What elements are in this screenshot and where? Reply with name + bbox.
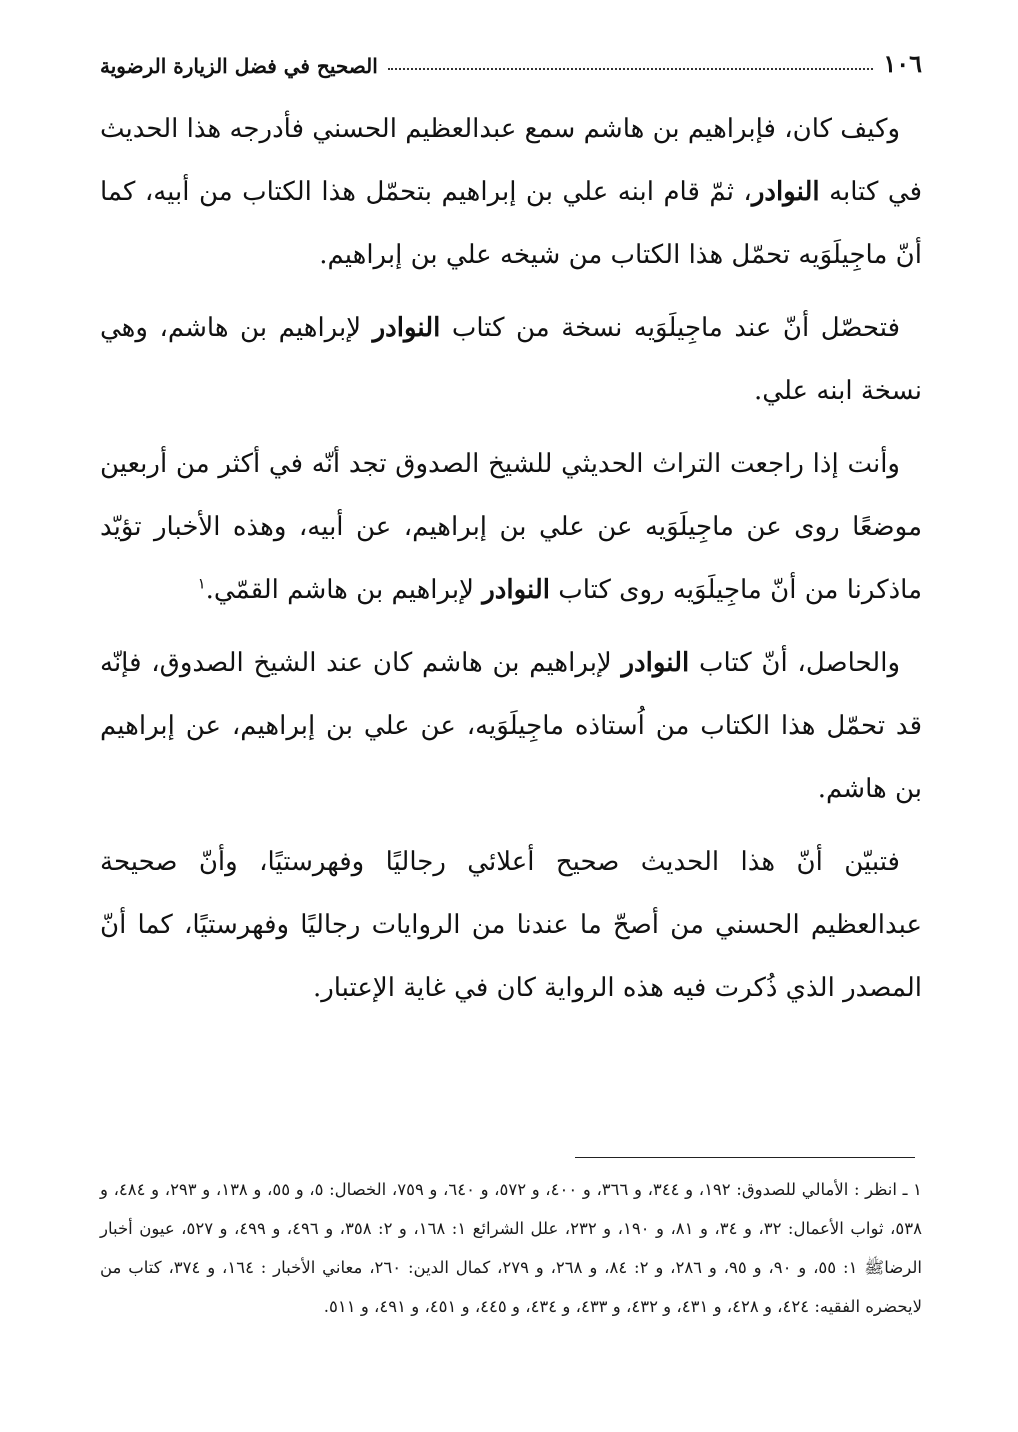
footnote-text: ١ ـ انظر : الأمالي للصدوق: ١٩٢، و ٣٤٤، و ٣٦٦، و ٤٠٠، و ٥٧٢، و ٦٤٠، و ٧٥٩، الخصال: ٥، و ٥٥، و ١٣٨، و ٢٩٣، و ٤٨٤، و ٥٣٨، ثواب الأعمال: ٣٢، و ٣٤، و ٨١، و ١٩٠، و ٢٣٢، علل الشرائع ١: ١٦٨، و ٢: ٣٥٨، و ٤٩٦، و ٤٩٩، و ٥٢٧، عيون أخبار الرضاﷺ ١: ٥٥، و ٩٠، و ٩٥، و ٢٨٦، و ٢: ٨٤، و ٢٦٨، و ٢٧٩، كمال الدين: ٢٦٠، معاني الأخبار : ١٦٤، و ٣٧٤، كتاب من لايحضره الفقيه: ٤٢٤، و ٤٢٨، و ٤٣١، و ٤٣٢، و ٤٣٣، و ٤٣٤، و ٤٤٥، و ٤٥١، و ٤٩١، و ٥١١. [100,1180,922,1316]
paragraph-text: وكيف كان، فإبراهيم بن هاشم سمع عبدالعظيم الحسني فأدرجه هذا الحديث في كتابه [100,114,922,207]
header-dot-leader [388,67,874,70]
page-number: ١٠٦ [883,49,922,78]
paragraph-text: فتحصّل أنّ عند ماجِيلَوَيه نسخة من كتاب [440,313,900,343]
main-text [100,98,922,1030]
book-title: النوادر [751,177,820,207]
book-title: النوادر [372,313,441,343]
paragraph-text: ، ثمّ قام ابنه علي بن إبراهيم بتحمّل هذا الكتاب من أبيه، كما أنّ ماجِيلَوَيه تحمّل هذا الكتاب من شيخه علي بن إبراهيم. [100,177,922,270]
paragraph-text: لإبراهيم بن هاشم القمّي. [205,575,483,605]
book-title: النوادر [482,575,550,605]
paragraph-text: فتبيّن أنّ هذا الحديث صحيح أعلائي رجاليًا وفهرستيًا، وأنّ صحيحة عبدالعظيم الحسني من أصحّ ما عندنا من الروايات رجاليًا وفهرستيًا، كما أنّ المصدر الذي ذُكرت فيه هذه الرواية كان في غاية الإعتبار. [100,847,923,1003]
running-title: الصحيح في فضل الزيارة الرضوية [100,54,378,78]
paragraph [100,297,922,423]
footnote-reference: ١ [197,574,206,593]
paragraph-text: لإبراهيم بن هاشم، وهي نسخة ابنه علي. [100,313,922,406]
paragraph [100,831,922,1020]
paragraph [100,433,922,622]
book-title: النوادر [621,648,690,678]
paragraph-text: وأنت إذا راجعت التراث الحديثي للشيخ الصدوق تجد أنّه في أكثر من أربعين موضعًا روى عن ماجِيلَوَيه عن علي بن إبراهيم، عن أبيه، وهذه الأخبار تؤيّد ماذكرنا من أنّ ماجِيلَوَيه روى كتاب [100,449,922,605]
footnote [100,1170,922,1326]
paragraph [100,632,922,821]
paragraph-text: والحاصل، أنّ كتاب [689,648,900,678]
paragraph-text: لإبراهيم بن هاشم كان عند الشيخ الصدوق، فإنّه قد تحمّل هذا الكتاب من اُستاذه ماجِيلَوَيه، عن علي بن إبراهيم، عن إبراهيم بن هاشم. [100,648,922,804]
footnote-separator [575,1157,915,1158]
running-header [100,36,922,76]
paragraph [100,98,922,287]
